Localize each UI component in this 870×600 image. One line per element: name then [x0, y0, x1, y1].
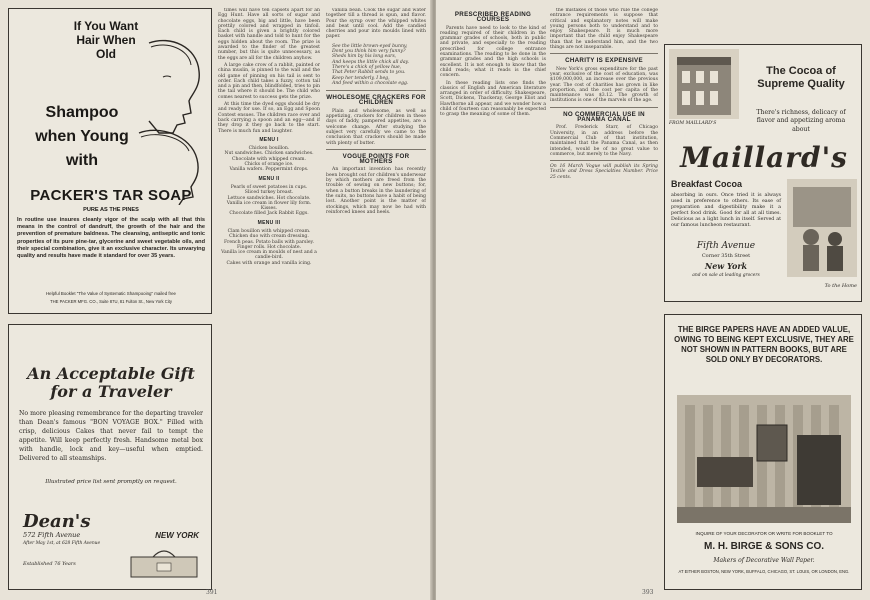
birge-inquire: INQUIRE OF YOUR DECORATOR OR WRITE FOR BOOKLET TO — [695, 531, 833, 536]
poem-line: And feed within a chocolate egg. — [332, 80, 409, 86]
poem-line: Sheds him by his long ears, — [332, 54, 397, 60]
deans-price-note: Illustrated price list sent promptly on request. — [45, 479, 177, 485]
maillards-address-2: Corner 35th Street — [701, 253, 751, 259]
two-faces-illustration — [119, 37, 209, 205]
menu-line: Chicken duo with cream dressing. — [229, 234, 309, 240]
menu-3-head: MENU III — [257, 219, 281, 226]
menu-1 — [218, 146, 320, 172]
menu-2 — [218, 185, 320, 217]
menu-line: Chocolate filled Jack Rabbit Eggs. — [229, 211, 309, 217]
poem-line: Keep her tenderly, I beg, — [332, 75, 390, 81]
right-page — [436, 0, 870, 600]
left-col-1 — [218, 8, 320, 588]
interior-room-illustration — [677, 395, 851, 523]
prescribed-text-1: Parents have need to look to the kind of reading required of their children in the grammar grades of schools, both in public and private, and especially to the reading prescribed for college entrance examinations. The reading to be done in the grammar grades and the high schools is excellent. It is not enough to know that the child reads; what it reads is the chief concern. — [440, 25, 546, 79]
vogue-points-text: An important invention has recently been brought out for children's underwear by which mothers are freed from the trouble of sewing on new buttons; for, when a button breaks in the laundering of the suits, no buttons have a habit of being lost. Another point is the matter of stockings, which may now be had with reinforced knees and heels. — [326, 167, 426, 215]
menu-line: Chicken bouillon. — [248, 146, 290, 152]
menu-line: Vanilla ice cream in moulds of nest and a candle-bird. — [221, 250, 317, 261]
menu-line: Clam bouillon with whipped cream. — [227, 228, 311, 234]
prescribed-text-2: In these reading lists one finds the classics of English and American literature arranged in order of difficulty. Shakespeare, Scott, Dickens, Thackeray, George Eliot and Hawthorne all appear, and we wonder how a child of fourteen can reasonably be expected to grasp the meaning of some of them. — [440, 80, 546, 118]
poem-line: And keeps the little chick all day. — [332, 59, 409, 65]
packers-tagline: PURE AS THE PINES — [83, 207, 139, 213]
panama-text: Prof. Frederick Starr, of Chicago University, in an address before the Commercial Club of that institution, maintained that the Panama Canal, as then intended, would be of no great value to commerce, but merely to the Navy. — [550, 125, 658, 157]
poem-line: There's a chick of yellow hue, — [332, 64, 402, 70]
left-page — [0, 0, 432, 600]
deans-gift-ad — [8, 324, 212, 590]
birge-maker: Makers of Decorative Wall Paper. — [713, 557, 815, 564]
panama-heading: NO COMMERCIAL USE IN PANAMA CANAL — [563, 110, 645, 124]
wholesome-text: Plain and wholesome, as well as appetizing, crackers for children in these days of faddy, pampered appetites, are a welcome change. After studying the subject very carefully we came to the conclusion that crackers should be made with plenty of butter. — [326, 108, 426, 146]
packers-offer: Helpful Booklet "The Value of Systematic Shampooing" mailed free — [46, 291, 176, 296]
easter-poem — [326, 44, 426, 86]
menu-line: Pearls of sweet potatoes in cups. — [230, 184, 308, 190]
maillards-city: New York — [704, 261, 748, 271]
menu-line: Chocolate with whipped cream. — [232, 156, 306, 162]
menu-line: Nut sandwiches. Chicken sandwiches. — [224, 151, 314, 157]
menu-line: French peas. Potato balls with parsley. — [223, 239, 315, 245]
packers-company: THE PACKER MFG. CO., Suite 87U, 81 Fulton St., New York City — [50, 299, 172, 304]
party-text-1: times will have ten capsets apart for an Egg Hunt. Have all sorts of sugar and chocolate eggs, big and little, have been prettily colored and wrapped in tinfoil. Each child is given a brightly colored basket with handle and told to hunt for the eggs hidden about the room. The prize is awarded to the finder of the greatest number, but this is quite unnecessary, as the eggs are all for the children anyhow. — [218, 8, 320, 61]
deans-address: 572 Fifth Avenue — [23, 531, 81, 539]
birge-address: AT EITHER BOSTON, NEW YORK, BUFFALO, CHICAGO, ST. LOUIS, OR LONDON, ENG. — [678, 569, 850, 574]
packers-headline-big: Shampoo when Young with — [35, 104, 129, 169]
divider — [326, 149, 426, 150]
deans-body: No more pleasing remembrance for the departing traveler than Dean's famous "BON VOYAGE BOX." Filled with crisp, delicious Cakes that never fail to tempt the appetite. Will keep perfectly fresh. Handsome metal box with handle, lock and key—useful when emptied. Delivered to all steamships. — [19, 410, 203, 462]
maillards-title: The Cocoa of Supreme Quality — [757, 65, 845, 90]
menu-1-head: MENU I — [259, 136, 279, 143]
birge-papers-ad — [664, 314, 862, 590]
maillards-sold: and on sale at leading grocers — [692, 273, 760, 278]
divider — [550, 107, 658, 108]
serving-illustration — [787, 179, 857, 277]
right-col-2 — [550, 8, 658, 588]
divider — [550, 160, 658, 161]
party-text-3: At this time the dyed eggs should be dry and ready for use. If so, an Egg and Spoon Contest ensues. The children race over and back carrying a spoon and an egg—and if they drop it they go back to the start. There is much fun and laughter. — [218, 102, 320, 134]
menu-line: Vanilla ice cream in flower lily form. — [226, 200, 312, 206]
page-number-right: 393 — [642, 589, 654, 596]
divider — [326, 90, 426, 91]
vogue-note: On 16 March Vogue will publish its Spring Textile and Dress Specialties Number. Price 25 cents. — [550, 164, 658, 180]
menu-2-head: MENU II — [258, 175, 280, 182]
left-col-2 — [326, 8, 426, 588]
maillards-brand: Maillard's — [680, 141, 848, 174]
menu-line: Cakes with orange and vanilla icing. — [226, 260, 312, 266]
right-col-1 — [440, 8, 546, 588]
birge-company: M. H. BIRGE & SONS CO. — [703, 541, 824, 552]
vogue-points-heading: VOGUE POINTS FOR MOTHERS — [342, 152, 410, 166]
deans-address-sub: After May 1st, at 628 Fifth Avenue — [23, 541, 101, 546]
recipe-text: vanilla bean. Cook the sugar and water together till a thread is spun, and flavor. Pour the syrup over the whipped whites and beat until cool. Add the candied cherries and pour into moulds lined with paper. — [326, 8, 426, 40]
prescribed-text-3: the mistakes of those who rule the college entrance requirements is suppose that critical and explanatory notes will make young persons both to understand and to enjoy Shakespeare. It is much more important that the child enjoy Shakespeare than that he understand him, and the two things are not inseparable. — [550, 8, 658, 51]
maillards-body: absorbing in ours. Once tried it is always used in preference to others. Its ease of preparation and digestibility make it a perfect food drink. Good for all at all times. Delicious as a light lunch in itself. Served at our famous luncheon restaurant. — [671, 193, 781, 228]
maillards-photo-caption-right: To the Home — [824, 283, 857, 289]
deans-heading: An Acceptable Gift for a Traveler — [27, 364, 195, 401]
maillards-photo-caption-left: FROM MAILLARD'S — [669, 121, 717, 126]
maillards-cocoa-ad — [664, 44, 862, 302]
gift-box-icon — [127, 547, 201, 581]
menu-line: Kisses. — [260, 206, 278, 212]
poem-line: That Peter Rabbit sends to you. — [332, 70, 406, 76]
store-building-illustration — [669, 49, 739, 119]
party-text-2: A large cake crow of a rabbit, painted or china muslin, is pinned to the wall and the old game of pinning on his tail is sent to order. Each child takes a fuzzy, cotton tail and a pin and then, blindfolded, tries to pin the tail where it should be. The child who comes nearest to success gets the prize. — [218, 62, 320, 100]
menu-line: Lettuce sandwiches. Hot chocolate. — [227, 195, 311, 201]
deans-brand: Dean's — [23, 511, 91, 532]
maillards-address: Fifth Avenue — [696, 241, 756, 251]
poem-line: See the little brown-eyed bunny, — [332, 43, 408, 49]
charity-text: New York's gross expenditure for the past year, exclusive of the cost of education, was $109,000,000, an increase over the previous year. The cost of charities has grown in like proportion, and the cost per capita of the maintenance was $3.12. The growth of institutions is one of the marvels of the age. — [550, 66, 658, 104]
menu-line: Sliced turkey breast. — [244, 190, 294, 196]
deans-established: Established 76 Years — [23, 561, 76, 567]
menu-line: Finger rolls. Hot chocolate. — [236, 244, 302, 250]
menu-3 — [218, 229, 320, 266]
deans-city: NEW YORK — [155, 531, 199, 540]
packers-brand: PACKER'S TAR SOAP — [30, 187, 192, 204]
divider — [550, 53, 658, 54]
menu-line: Vanilla wafers. Peppermint drops. — [229, 167, 309, 173]
packers-tar-soap-ad — [8, 8, 212, 314]
packers-body: In routine use insures cleanly vigor of the scalp with all that this means in the control of dandruff, the growth of the hair and the prevention of premature baldness. The cleansing, antiseptic and tonic properties of its pure pine-tar, glycerine and sweet vegetable oils, and their special combination, give it an exclusive character. Its unvarying quality and results have made it standard for over 35 years. — [17, 217, 205, 260]
birge-headline: THE BIRGE PAPERS HAVE AN ADDED VALUE, OWING TO BEING KEPT EXCLUSIVE, THEY ARE NOT SHOWN IN PATTERN BOOKS, BUT ARE SOLD ONLY BY DECORATORS. — [674, 325, 854, 364]
maillards-product: Breakfast Cocoa — [671, 179, 743, 189]
maillards-copy: There's richness, delicacy of flavor and appetizing aroma about — [756, 109, 846, 133]
menu-line: Chicks of orange ice. — [244, 162, 294, 168]
poem-line: Dont you think him very funny? — [332, 49, 406, 55]
prescribed-reading-heading: PRESCRIBED READING COURSES — [454, 11, 532, 24]
charity-heading: CHARITY IS EXPENSIVE — [565, 57, 643, 65]
packers-headline-small: If You Want Hair When Old — [73, 19, 139, 61]
wholesome-heading: WHOLESOME CRACKERS FOR CHILDREN — [326, 94, 426, 107]
page-number-left: 391 — [206, 589, 218, 596]
